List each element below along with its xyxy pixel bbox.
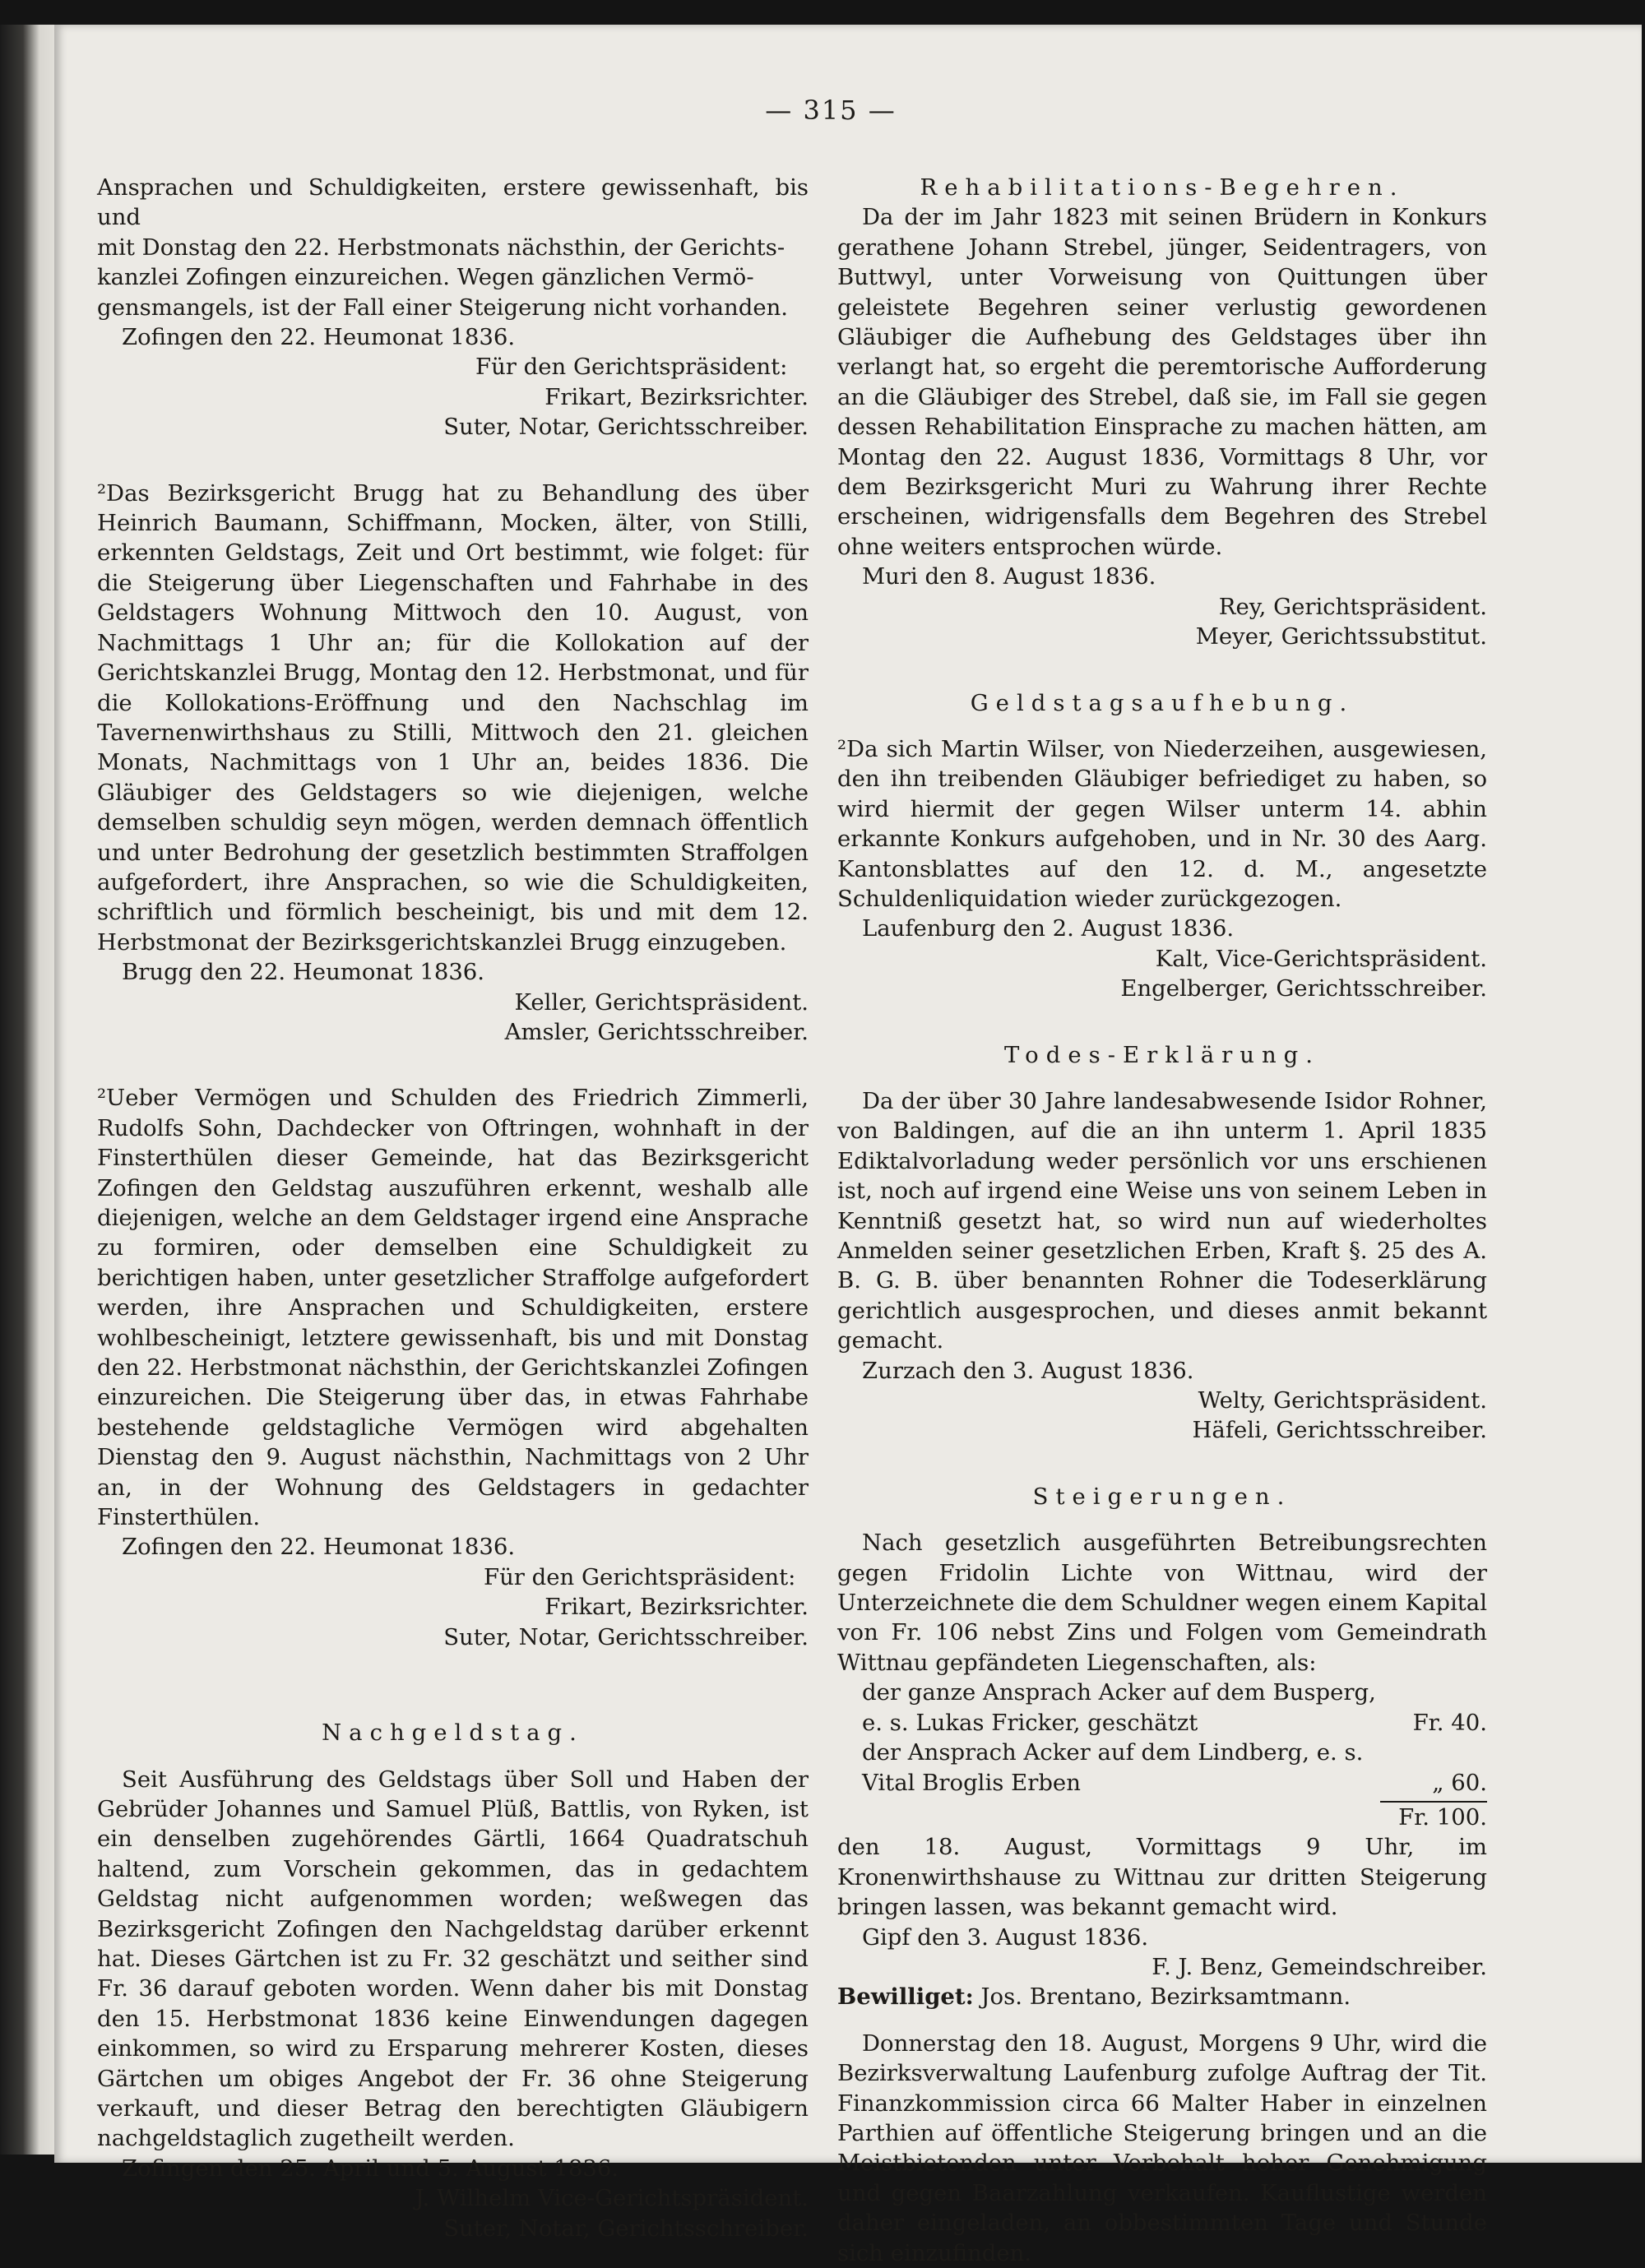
list-total: Fr. 100. (1398, 1803, 1487, 1831)
approval-name: Jos. Brentano, Bezirksamtmann. (980, 1983, 1351, 2011)
section-heading: Rehabilitations-Begehren. (920, 174, 1405, 201)
signature: Kalt, Vice-Gerichtspräsident. (1155, 945, 1487, 972)
list-item-amount: „ 60. (1432, 1769, 1487, 1796)
signature: Welty, Gerichtspräsident. (1198, 1387, 1487, 1414)
place-date: Zurzach den 3. August 1836. (862, 1357, 1194, 1384)
notice-text: Donnerstag den 18. August, Morgens 9 Uhr, wird die Bezirksverwaltung Laufenburg zufolge Auftrag der Tit. Finanzkommission circa 66 Malter Haber in einzelnen Parthien auf öffentliche Steigerung bringen und an die Meistbietenden unter Vorbehalt hoher Genehmigung und gegen Baarzahlung verkaufen. Kauflustige werden daher eingeladen, an obbestimmten Tage und Stunde sich einzufinden. (837, 2030, 1487, 2266)
approval-label: Bewilliget: (837, 1983, 974, 2011)
place-date: Zofingen den 22. Heumonat 1836. (122, 1534, 516, 1561)
list-item: der Ansprach Acker auf dem Lindberg, e. s. (862, 1739, 1364, 1766)
section-heading: Steigerungen. (1032, 1483, 1292, 1510)
list-item-label: Vital Broglis Erben (862, 1769, 1081, 1796)
list-item (837, 1768, 1487, 1798)
notice-geldstagsaufhebung (837, 688, 1487, 1004)
list-item: der ganze Ansprach Acker auf dem Busperg, (862, 1679, 1376, 1706)
notice-text: ²Das Bezirksgericht Brugg hat zu Behandlung des über Heinrich Baumann, Schiffmann, Mocken, älter, von Stilli, erkennten Geldstags, Zeit und Ort bestimmt, wie folget: für die Steigerung über Liegenschaften und Fahrhabe in des Geldstagers Wohnung Mittwoch den 10. August, von Nachmittags 1 Uhr an; für die Kollokation auf der Gerichtskanzlei Brugg, Montag den 12. Herbstmonat, und für die Kollokations-Eröffnung und den Nachschlag im Tavernenwirthshaus zu Stilli, Mittwoch den 21. gleichen Monats, Nachmittags von 1 Uhr an, beides 1836. Die Gläubiger des Geldstagers so wie diejenigen, welche demselben schuldig seyn mögen, werden demnach öffentlich und unter Bedrohung der gesetzlich bestimmten Straffolgen aufgefordert, ihre Ansprachen, so wie die Schuldigkeiten, schriftlich und förmlich bescheinigt, bis und mit dem 12. Herbstmonat der Bezirksgerichtskanzlei Brugg einzugeben. (97, 479, 809, 956)
text-line: kanzlei Zofingen einzureichen. Wegen gänzlichen Vermö- (97, 264, 754, 291)
page-number: — 315 — (765, 95, 897, 126)
list-item-label: e. s. Lukas Fricker, geschätzt (862, 1709, 1198, 1736)
text-line: Ansprachen und Schuldigkeiten, erstere gewissenhaft, bis und (97, 174, 809, 231)
notice-text: ²Ueber Vermögen und Schulden des Friedrich Zimmerli, Rudolfs Sohn, Dachdecker von Oftringen, wohnhaft in der Finsterthülen dieser Gemeinde, hat das Bezirksgericht Zofingen den Geldstag auszuführen erkennt, weshalb alle diejenigen, welche an dem Geldstager irgend eine Ansprache zu formiren, oder demselben eine Schuldigkeit zu berichtigen haben, unter gesetzlicher Straffolge aufgefordert werden, ihre Ansprachen und Schuldigkeiten, erstere wohlbescheinigt, letztere gewissenhaft, bis und mit Donstag den 22. Herbstmonat nächsthin, der Gerichtskanzlei Zofingen einzureichen. Die Steigerung über das, in etwas Fahrhabe bestehende geldstagliche Vermögen wird abgehalten Dienstag den 9. August nächsthin, Nachmittags von 2 Uhr an, in der Wohnung des Geldstagers in gedachter Finsterthülen. (97, 1085, 809, 1531)
notice-brugg-baumann (97, 479, 809, 1048)
notice-text: den 18. August, Vormittags 9 Uhr, im Kronenwirthshause zu Wittnau zur dritten Steigerung bringen lassen, was bekannt gemacht wird. (837, 1834, 1487, 1921)
signature: Frikart, Bezirksrichter. (544, 383, 809, 410)
notice-text: Seit Ausführung des Geldstags über Soll und Haben der Gebrüder Johannes und Samuel Plüß, Battlis, von Ryken, ist ein denselben zugehörendes Gärtli, 1664 Quadratschuh haltend, zum Vorschein gekommen, das in gedachtem Geldstag nicht aufgenommen worden; weßwegen das Bezirksgericht Zofingen den Nachgeldstag darüber erkennt hat. Dieses Gärtchen ist zu Fr. 32 geschätzt und seither sind Fr. 36 darauf geboten worden. Wenn daher bis mit Donstag den 15. Herbstmonat 1836 keine Einwendungen dagegen einkommen, so wird zu Ersparung mehrerer Kosten, dieses Gärtchen um obiges Angebot der Fr. 36 ohne Steigerung verkauft, und dieser Betrag den berechtigten Gläubigern nachgeldstaglich zugetheilt werden. (97, 1766, 809, 2152)
section-heading: Todes-Erklärung. (1003, 1041, 1321, 1068)
notice-text: Nach gesetzlich ausgeführten Betreibungsrechten gegen Fridolin Lichte von Wittnau, wird der Unterzeichnete die dem Schuldner wegen einem Kapital von Fr. 106 nebst Zins und Folgen vom Gemeindrath Wittnau gepfändeten Liegenschaften, als: (837, 1530, 1487, 1676)
place-date: Laufenburg den 2. August 1836. (862, 915, 1235, 942)
notice-steigerungen (837, 1482, 1487, 2012)
notice-nachgeldstag (97, 1718, 809, 2243)
signature: Amsler, Gerichtsschreiber. (504, 1018, 809, 1045)
approval-line (837, 1982, 1487, 2011)
notice-text: Da der über 30 Jahre landesabwesende Isidor Rohner, von Baldingen, auf die an ihn unterm 1. April 1835 Ediktalvorladung weder persönlich vor uns erschienen ist, noch auf irgend eine Weise uns von seinem Leben in Kenntniß gesetzt hat, so wird nun auf wiederholtes Anmelden seiner gesetzlichen Erben, Kraft §. 25 des A. B. G. B. über benannten Rohner die Todeserklärung gerichtlich ausgesprochen, und dieses anmit bekannt gemacht. (837, 1087, 1487, 1354)
text-line: gensmangels, ist der Fall einer Steigerung nicht vorhanden. (97, 294, 789, 321)
signature: Engelberger, Gerichtsschreiber. (1120, 975, 1487, 1002)
notice-text: ²Da sich Martin Wilser, von Niederzeihen, ausgewiesen, den ihn treibenden Gläubiger befriediget zu haben, so wird hiermit der gegen Wilser unterm 14. abhin erkannte Konkurs aufgehoben, und in Nr. 30 des Aarg. Kantonsblattes auf den 12. d. M., angesetzte Schuldenliquidation wieder zurückgezogen. (837, 735, 1487, 912)
place-date: Zofingen den 22. Heumonat 1836. (122, 324, 516, 351)
signature-for: Für den Gerichtspräsident: (475, 354, 788, 381)
notice-todes-erklaerung (837, 1040, 1487, 1446)
right-column (837, 173, 1487, 2268)
list-item (837, 1708, 1487, 1738)
notice-text: Da der im Jahr 1823 mit seinen Brüdern in Konkurs gerathene Johann Strebel, jünger, Seidentragers, von Buttwyl, unter Vorweisung von Quittungen über geleistete Begehren seiner verlustig gewordenen Gläubiger die Aufhebung des Geldstages über ihn verlangt hat, so ergeht die peremtorische Aufforderung an die Gläubiger des Strebel, daß sie, im Fall sie gegen dessen Rehabilitation Einsprache zu machen hätten, am Montag den 22. August 1836, Vormittags 8 Uhr, vor dem Bezirksgericht Muri zu Wahrung ihrer Rechte erscheinen, widrigensfalls dem Begehren des Strebel ohne weiters entsprochen würde. (837, 204, 1487, 560)
notice-haber-steigerung (837, 2029, 1487, 2268)
signature: Frikart, Bezirksrichter. (544, 1594, 809, 1621)
place-date: Brugg den 22. Heumonat 1836. (122, 959, 485, 986)
signature: Häfeli, Gerichtsschreiber. (1192, 1417, 1487, 1444)
left-column (97, 173, 809, 2243)
signature: Keller, Gerichtspräsident. (514, 988, 809, 1016)
place-date: Zofingen den 25. April und 5. August 1836. (122, 2155, 619, 2182)
section-heading: Geldstagsaufhebung. (970, 689, 1355, 716)
signature: Suter, Notar, Gerichtsschreiber. (443, 2215, 809, 2242)
notice-zofingen-continued (97, 173, 809, 442)
signature: J. Wilhelm Vice-Gerichtspräsident. (415, 2185, 809, 2212)
signature: Suter, Notar, Gerichtsschreiber. (443, 1623, 809, 1650)
notice-rehabilitation (837, 173, 1487, 652)
notice-zimmerli (97, 1083, 809, 1652)
text-line: mit Donstag den 22. Herbstmonats nächsthin, der Gerichts- (97, 234, 785, 261)
signature-for: Für den Gerichtspräsident: (484, 1563, 796, 1590)
place-date: Gipf den 3. August 1836. (862, 1923, 1149, 1951)
section-heading: Nachgeldstag. (322, 1720, 584, 1747)
place-date: Muri den 8. August 1836. (862, 563, 1156, 590)
signature: Meyer, Gerichtssubstitut. (1195, 623, 1487, 650)
property-list (837, 1678, 1487, 1832)
list-item-amount: Fr. 40. (1412, 1709, 1487, 1736)
signature: Rey, Gerichtspräsident. (1218, 593, 1487, 620)
signature: Suter, Notar, Gerichtsschreiber. (443, 414, 809, 441)
signature: F. J. Benz, Gemeindschreiber. (1152, 1953, 1487, 1980)
